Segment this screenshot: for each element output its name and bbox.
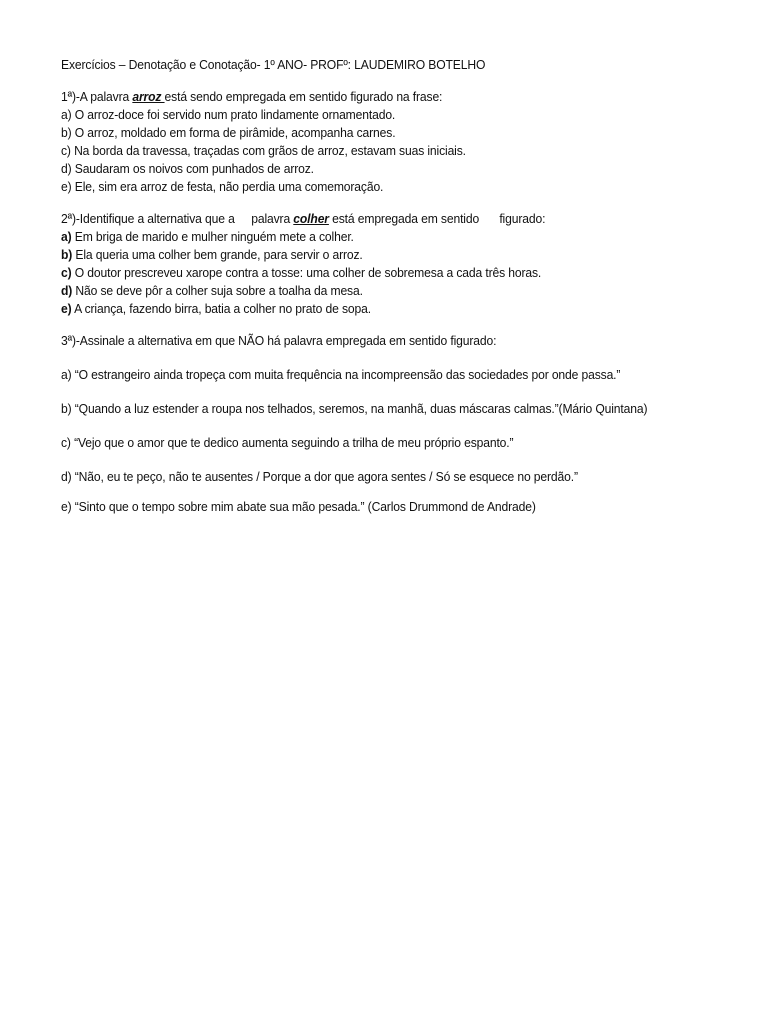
question-3-option-d: d) “Não, eu te peço, não te ausentes / Porque a dor que agora sentes / Só se esquece no perdão.” <box>61 469 578 484</box>
question-1 <box>61 88 705 196</box>
question-3-option-c: c) “Vejo que o amor que te dedico aumenta seguindo a trilha de meu próprio espanto.” <box>61 435 514 450</box>
question-1-option-e: e) Ele, sim era arroz de festa, não perdia uma comemoração. <box>61 179 384 194</box>
spacer <box>61 418 705 434</box>
document-page <box>61 56 705 516</box>
option-text: Não se deve pôr a colher suja sobre a toalha da mesa. <box>72 283 363 298</box>
question-3-option-a: a) “O estrangeiro ainda tropeça com muita frequência na incompreensão das sociedades por onde passa.” <box>61 367 621 382</box>
option-text: O doutor prescreveu xarope contra a tosse: uma colher de sobremesa a cada três horas. <box>71 265 542 280</box>
question-1-prefix: 1ª)-A palavra <box>61 89 133 104</box>
option-letter: a) <box>61 229 72 244</box>
question-2-option-d <box>61 282 705 300</box>
question-3-option-e: e) “Sinto que o tempo sobre mim abate sua mão pesada.” (Carlos Drummond de Andrade) <box>61 499 536 514</box>
document-title: Exercícios – Denotação e Conotação- 1º ANO- PROFº: LAUDEMIRO BOTELHO <box>61 57 486 72</box>
option-letter: e) <box>61 301 72 316</box>
spacer <box>61 318 705 332</box>
spacer <box>61 196 705 210</box>
question-3-prompt: 3ª)-Assinale a alternativa em que NÃO há palavra empregada em sentido figurado: <box>61 333 497 348</box>
option-text: Ela queria uma colher bem grande, para servir o arroz. <box>72 247 363 262</box>
option-text: Em briga de marido e mulher ninguém mete a colher. <box>71 229 354 244</box>
question-2-prompt <box>61 210 705 228</box>
question-1-option-c: c) Na borda da travessa, traçadas com grãos de arroz, estavam suas iniciais. <box>61 143 466 158</box>
option-letter: c) <box>61 265 72 280</box>
spacer <box>61 350 705 366</box>
option-letter: d) <box>61 283 73 298</box>
spacer <box>61 452 705 468</box>
question-2 <box>61 210 705 318</box>
spacer <box>61 486 705 498</box>
option-letter: b) <box>61 247 73 262</box>
question-2-keyword: colher <box>293 211 329 226</box>
question-2-option-b <box>61 246 705 264</box>
question-1-option-b: b) O arroz, moldado em forma de pirâmide, acompanha carnes. <box>61 125 396 140</box>
spacer <box>61 74 705 88</box>
question-2-suffix: está empregada em sentido <box>328 211 480 226</box>
question-1-option-a: a) O arroz-doce foi servido num prato lindamente ornamentado. <box>61 107 396 122</box>
question-2-option-c <box>61 264 705 282</box>
question-2-prefix: 2ª)-Identifique a alternativa que a <box>61 211 235 226</box>
question-2-middle: palavra <box>251 211 294 226</box>
question-1-keyword: arroz <box>132 89 165 104</box>
question-2-option-a <box>61 228 705 246</box>
spacer <box>61 384 705 400</box>
question-1-suffix: está sendo empregada em sentido figurado na frase: <box>164 89 443 104</box>
question-1-prompt <box>61 88 705 106</box>
question-2-end: figurado: <box>499 211 546 226</box>
question-3 <box>61 332 705 516</box>
option-text: A criança, fazendo birra, batia a colher no prato de sopa. <box>71 301 371 316</box>
question-1-option-d: d) Saudaram os noivos com punhados de arroz. <box>61 161 314 176</box>
question-2-option-e <box>61 300 705 318</box>
question-3-option-b: b) “Quando a luz estender a roupa nos telhados, seremos, na manhã, duas máscaras calmas.”(Mário Quintana) <box>61 401 648 416</box>
